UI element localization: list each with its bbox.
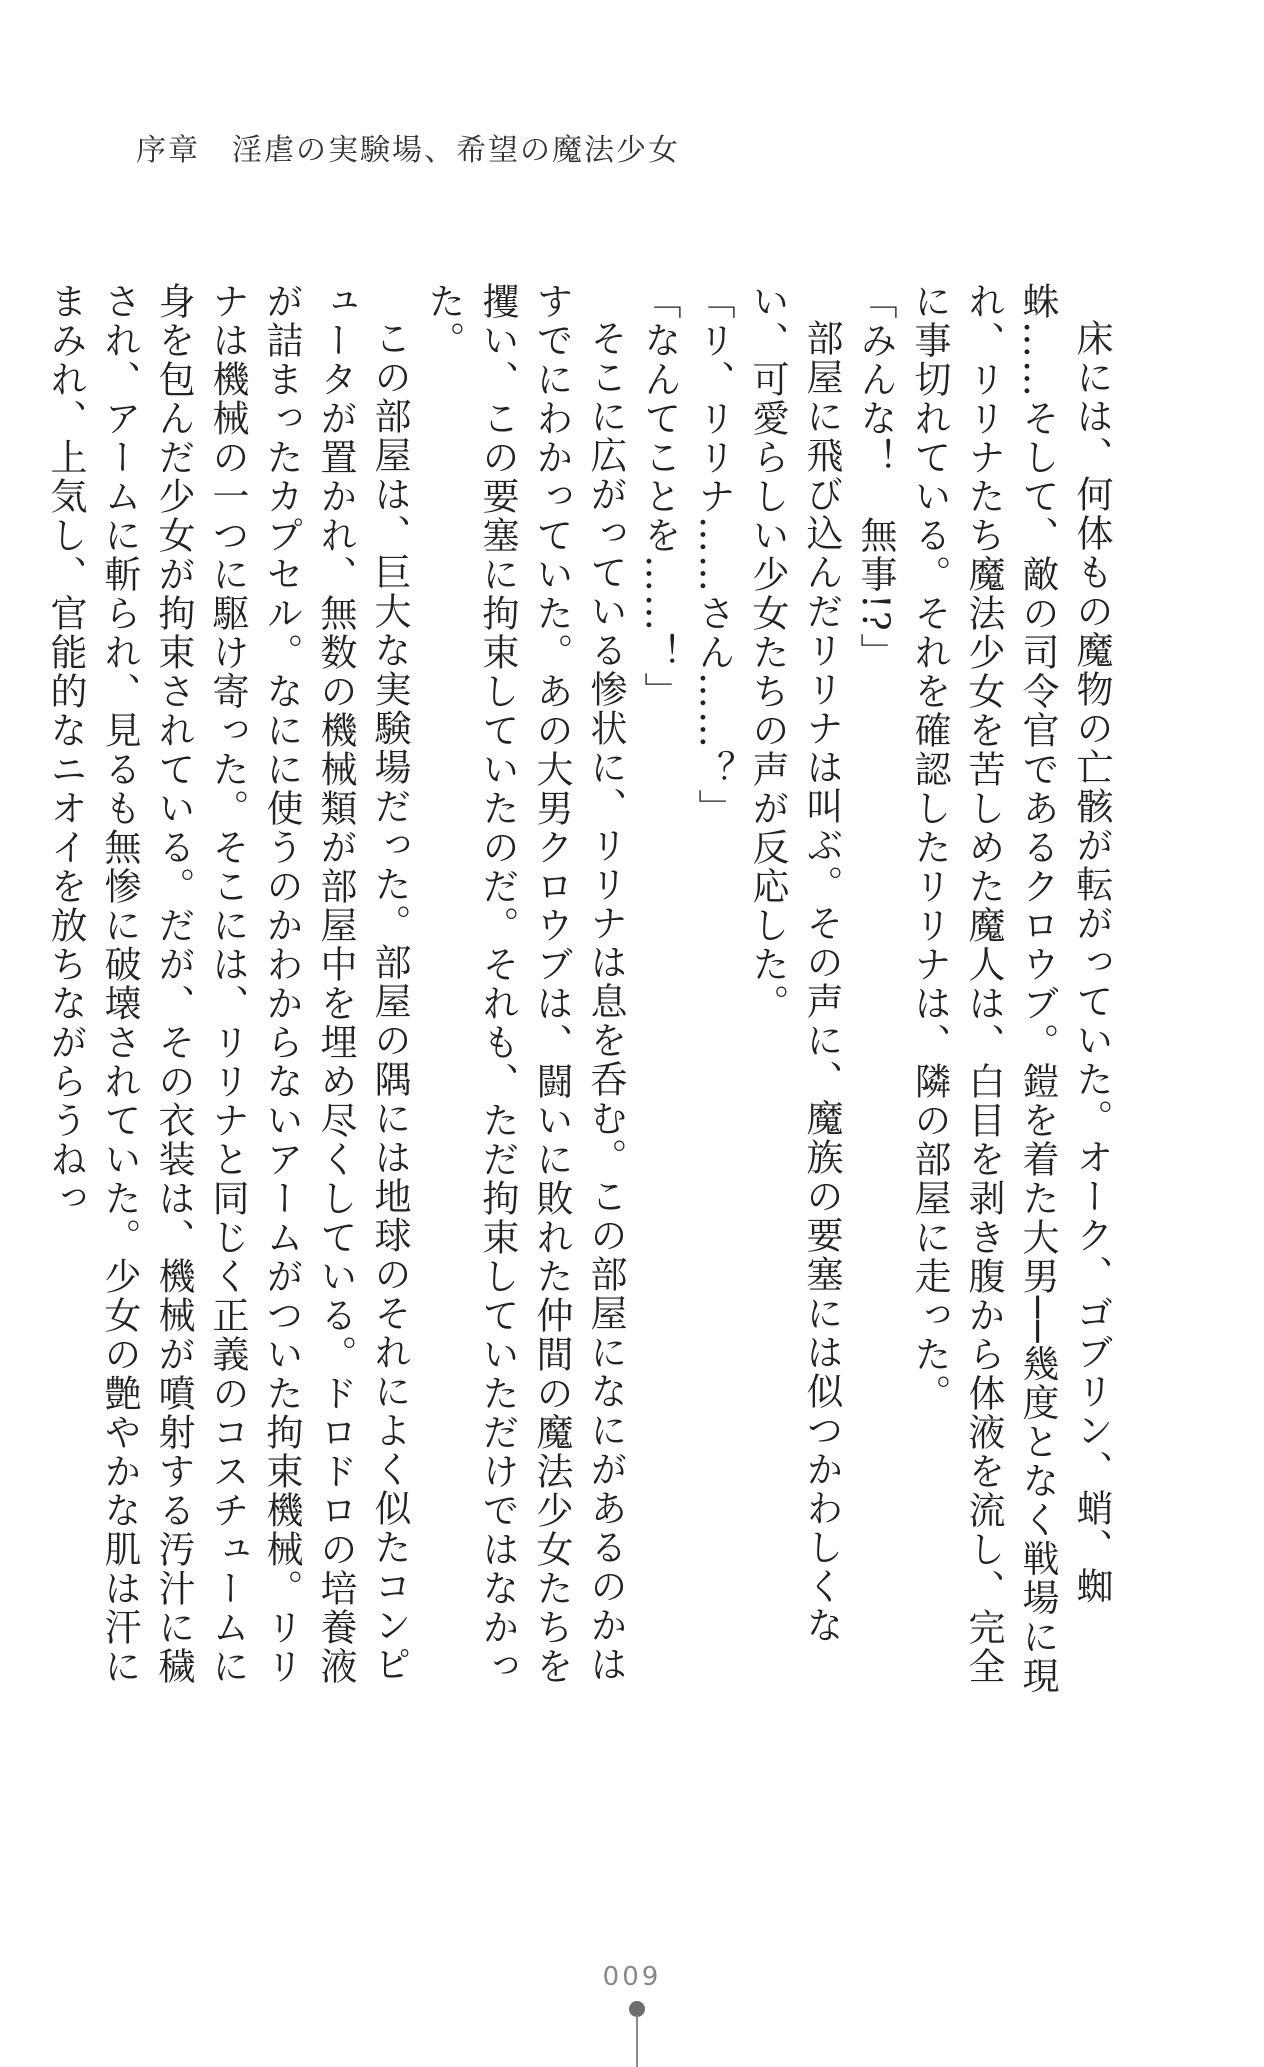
dialogue-line: 「なんてことを……！」 xyxy=(638,282,681,711)
chapter-title: 序章 淫虐の実験場、希望の魔法少女 xyxy=(136,133,680,168)
paragraph: この部屋は、巨大な実験場だった。部屋の隅には地球のそれによく似たコンピュータが置かれ、無数の機械類が部屋中を埋め尽くしている。ドロドロの培養液が詰まったカプセル。なにに使うのかわからないアームがついた拘束機械。リリナは機械の一つに駆け寄った。そこには、リリナと同じく正義のコスチュームに身を包んだ少女が拘束されている。だが、その衣装は、機械が噴射する汚汁に穢され、アームに斬られ、見るも無惨に破壊されていた。少女の艶やかな肌は汗にまみれ、上気し、官能的なニオイを放ちながらうねっ xyxy=(44,282,411,1686)
page-marker-line xyxy=(636,2015,638,2067)
paragraph: 部屋に飛び込んだリリナは叫ぶ。その声に、魔族の要塞には似つかわしくない、可愛らしい少女たちの声が反応した。 xyxy=(746,282,843,1645)
paragraph: そこに広がっている惨状に、リリナは息を呑む。この部屋になにがあるのかはすでにわかっていた。あの大男クロウブは、闘いに敗れた仲間の魔法少女たちを攫い、この要塞に拘束していたのだ。それも、ただ拘束していただけではなかった。 xyxy=(422,282,627,1686)
dialogue-line: 「みんな！ 無事!?」 xyxy=(854,282,897,672)
dialogue-line: 「リ、リリナ……さん……？」 xyxy=(692,282,735,828)
body-text-column xyxy=(44,282,1118,1712)
page-number: 009 xyxy=(602,1962,662,1992)
paragraph: 床には、何体もの魔物の亡骸が転がっていた。オーク、ゴブリン、蛸、蜘蛛……そして、敵の司令官であるクロウブ。鎧を着た大男──幾度となく戦場に現れ、リリナたち魔法少女を苦しめた魔人は、白目を剥き腹から体液を流し、完全に事切れている。それを確認したリリナは、隣の部屋に走った。 xyxy=(908,282,1113,1696)
